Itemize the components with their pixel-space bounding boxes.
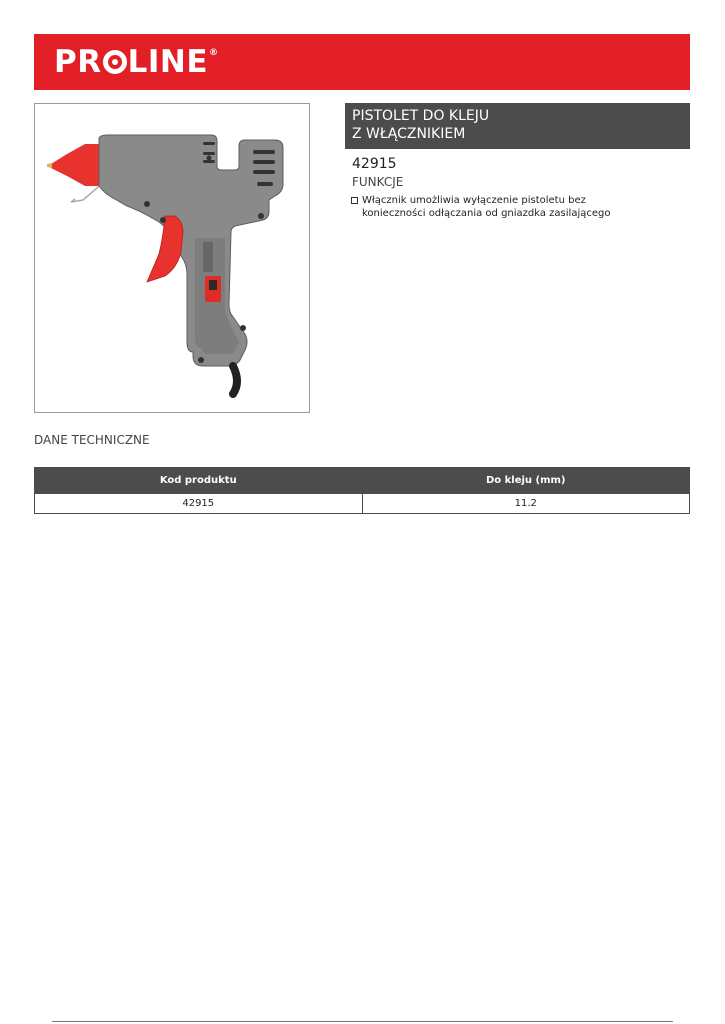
feature-item	[351, 195, 681, 220]
feature-text-line-2: konieczności odłączania od gniazdka zasilającego	[362, 207, 611, 219]
registered-mark: ®	[209, 48, 219, 58]
logo-text-right: LINE	[127, 44, 209, 80]
table-cell-glue: 11.2	[362, 494, 690, 514]
table-header-row	[35, 468, 690, 494]
tech-data-heading: DANE TECHNICZNE	[34, 433, 150, 447]
product-code: 42915	[352, 156, 397, 172]
spec-table	[34, 467, 690, 514]
table-row	[35, 494, 690, 514]
product-title	[345, 103, 690, 149]
proline-logo	[54, 42, 219, 82]
bullet-box-icon	[351, 197, 358, 204]
feature-text-line-1: Włącznik umożliwia wyłączenie pistoletu bez	[362, 195, 586, 206]
title-line-1: PISTOLET DO KLEJU	[352, 108, 490, 124]
functions-heading: FUNKCJE	[352, 175, 404, 189]
logo-o-icon	[103, 50, 127, 74]
brand-banner	[34, 34, 690, 90]
column-header-glue: Do kleju (mm)	[362, 468, 690, 494]
product-image	[34, 103, 310, 413]
table-cell-code: 42915	[35, 494, 363, 514]
column-header-code: Kod produktu	[35, 468, 363, 494]
logo-text-left: PR	[54, 44, 102, 80]
footer-divider	[52, 1021, 673, 1022]
glue-gun-icon	[35, 104, 309, 412]
title-line-2: Z WŁĄCZNIKIEM	[352, 126, 466, 142]
